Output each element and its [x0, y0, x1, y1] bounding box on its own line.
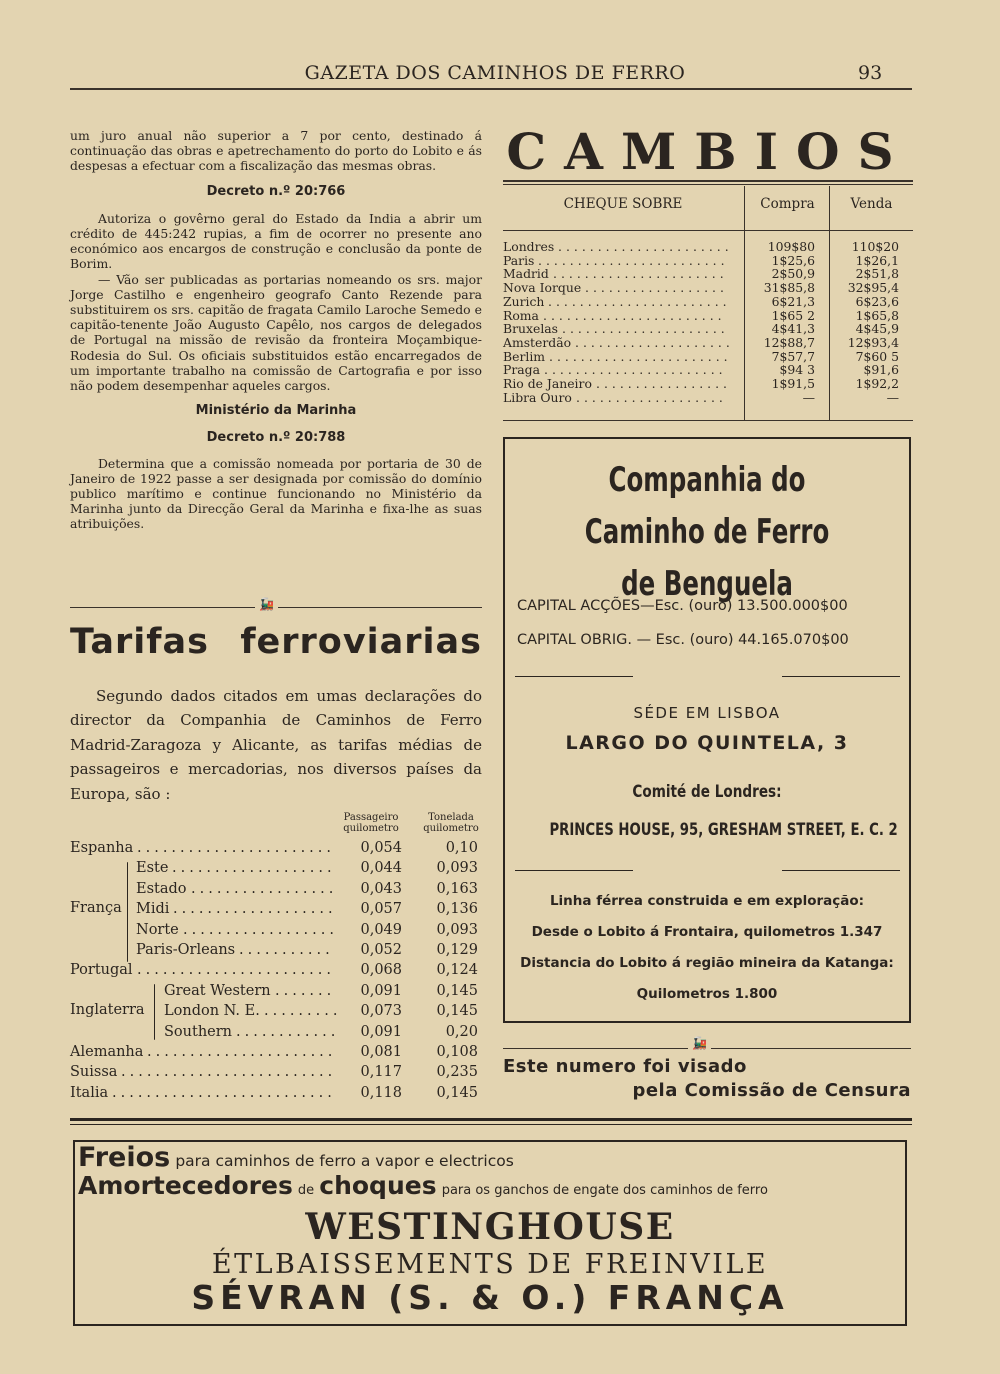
tarifas-intro — [70, 684, 482, 806]
decreto-20788-heading: Decreto n.º 20:788 — [206, 430, 346, 446]
tarifa-tonelada-value: 0,129 — [436, 942, 478, 958]
cambio-compra-value: 1$65 2 — [771, 307, 815, 323]
leader-dots: ......................... — [121, 1064, 337, 1081]
tarifa-row — [70, 1064, 490, 1084]
comite-address: PRINCES HOUSE, 95, GRESHAM STREET, E. C. 2 — [549, 820, 898, 840]
tarifa-passageiro-value: 0,118 — [360, 1084, 402, 1101]
censura-line1: Este numero foi visado — [503, 1056, 747, 1077]
cambio-row — [503, 322, 913, 336]
cambio-row — [503, 281, 913, 295]
tarifa-tonelada-value: 0,145 — [436, 1084, 478, 1101]
tarifas-title: Tarifas ferroviarias — [70, 622, 482, 662]
linha-distancia-2: Distancia do Lobito á região mineira da Katanga: — [520, 955, 894, 971]
tarifa-country: Este — [136, 860, 169, 877]
tarifa-tonelada-value: 0,163 — [436, 880, 478, 897]
leader-dots: ...................... — [147, 1044, 337, 1060]
cambio-venda-value: — — [886, 389, 899, 405]
tarifa-passageiro-value: 0,044 — [360, 860, 402, 877]
choques-word: choques — [319, 1171, 437, 1200]
leader-dots: ............ — [236, 1023, 340, 1040]
benguela-title-line2: de Benguela — [621, 564, 793, 604]
tarifa-passageiro-value: 0,057 — [360, 901, 402, 918]
tarifa-passageiro-value: 0,073 — [360, 1003, 402, 1020]
freios-rest: para caminhos de ferro a vapor e electricos — [175, 1152, 514, 1170]
cambio-venda-value: 1$65,8 — [855, 307, 899, 323]
tarifa-tonelada-value: 0,093 — [436, 921, 478, 938]
tarifa-tonelada-value: 0,136 — [436, 901, 478, 918]
tarifa-country: Estado — [136, 880, 187, 897]
header-compra: Compra — [760, 196, 815, 212]
tarifa-passageiro-value: 0,068 — [360, 962, 402, 979]
tarifa-country: London N. E. — [164, 1003, 260, 1020]
leader-dots: ...................... — [558, 239, 733, 254]
cambio-row — [503, 295, 913, 309]
leader-dots: ...................... — [553, 266, 728, 282]
freios-word: Freios — [78, 1142, 171, 1173]
amortecedores-line — [78, 1171, 768, 1200]
franca-brace — [127, 862, 128, 962]
cambio-venda-value: 6$23,6 — [855, 293, 899, 309]
leader-dots: ....................... — [137, 840, 336, 856]
cambios-rule-bottom — [503, 420, 913, 421]
cambio-city: Amsterdão — [503, 334, 572, 350]
tarifa-tonelada-value: 0,093 — [436, 860, 478, 877]
cambio-compra-value: 2$50,9 — [771, 266, 815, 282]
cambio-row — [503, 309, 913, 323]
benguela-company-title — [562, 454, 853, 610]
leader-dots: ........................ — [538, 252, 729, 268]
tarifa-country: Portugal — [70, 962, 133, 979]
page-header-title: GAZETA DOS CAMINHOS DE FERRO — [304, 62, 686, 84]
tarifa-tonelada-value: 0,235 — [436, 1064, 478, 1081]
amortecedores-rest: para os ganchos de engate dos caminhos de ferro — [441, 1183, 768, 1198]
cambio-compra-value: 109$80 — [767, 239, 815, 254]
tarifa-country: Paris-Orleans — [136, 942, 236, 958]
paragraph-continued: um juro anual não superior a 7 por cento, destinado á continuação das obras e apetrechamento do porto do Lobito e ás despesas a efectuar com a fiscalização das mesmas obras. — [70, 128, 482, 174]
cambio-row — [503, 350, 913, 364]
tarifa-tonelada-value: 0,124 — [436, 962, 478, 979]
tarifa-country: Italia — [70, 1084, 109, 1101]
decreto-20766-text: Autoriza o govêrno geral do Estado da India a abrir um crédito de 445:242 rupias, a fim de ocorrer no presente ano económico aos encargos de construção e conclusão da ponte de Borim. — [70, 210, 482, 272]
tarifa-row — [70, 922, 490, 942]
decreto-20788-text: Determina que a comissão nomeada por portaria de 30 de Janeiro de 1922 passe a ser designada por comissão do domínio publico marítimo e continue funcionando no Ministério da Marinha junto da Direcção Geral da Marinha e fixa-lhe as suas atribuições. — [70, 455, 482, 532]
tarifa-row — [70, 1024, 490, 1044]
col-tonelada-header — [418, 812, 484, 834]
tarifa-country: Alemanha — [70, 1044, 144, 1060]
cambio-city: Nova Iorque — [503, 280, 582, 296]
ministerio-heading: Ministério da Marinha — [195, 403, 357, 419]
tarifa-passageiro-value: 0,091 — [360, 982, 402, 999]
decreto-20766-heading: Decreto n.º 20:766 — [206, 183, 346, 199]
ad-rule-top-2 — [70, 1124, 912, 1125]
col-tonelada-line1: Tonelada — [428, 812, 474, 823]
cambio-city: Roma — [503, 307, 539, 323]
censura-line2: pela Comissão de Censura — [632, 1080, 911, 1101]
leader-dots: ................. — [191, 880, 338, 897]
benguela-divider-right-2 — [782, 870, 900, 871]
leader-dots: ......... — [264, 1003, 342, 1020]
cambio-city: Bruxelas — [503, 321, 559, 337]
cambio-row — [503, 336, 913, 350]
cambio-venda-value: 32$95,4 — [847, 280, 899, 296]
leader-dots: ..................... — [562, 321, 729, 337]
leader-dots: ....................... — [549, 348, 732, 364]
tarifa-tonelada-value: 0,20 — [445, 1023, 478, 1040]
tarifa-country: Midi — [136, 901, 170, 918]
capital-accoes: CAPITAL ACÇÕES—Esc. (ouro) 13.500.000$00 — [517, 598, 848, 614]
cambio-venda-value: $91,6 — [863, 362, 899, 378]
cambio-city: Madrid — [503, 266, 549, 282]
leader-dots: .......................... — [112, 1084, 336, 1101]
tarifa-passageiro-value: 0,117 — [360, 1064, 402, 1081]
cambio-city: Berlim — [503, 348, 546, 364]
leader-dots: ................... — [173, 901, 337, 918]
cambio-city: Rio de Janeiro — [503, 376, 592, 391]
header-venda: Venda — [850, 196, 893, 212]
portarias-paragraph: — Vão ser publicadas as portarias nomeando os srs. major Jorge Castilho e engenheiro geografo Canto Rezende para substituirem os srs. capitão de fragata Camilo Laroche Semedo e capitão-tenente João Augusto Capêlo, nos cargos de delegados de Portugal na missão de revisão da fronteira Moçambique-Rodesia do Sul. Os oficiais substituidos estão encarregados de um importante trabalho na comissão de Cartografia e por isso não podem desempenhar aqueles cargos. — [70, 271, 482, 394]
cambio-venda-value: 7$60 5 — [855, 348, 899, 364]
tarifa-passageiro-value: 0,054 — [360, 840, 402, 856]
leader-dots: .................. — [183, 921, 338, 938]
tarifa-row — [70, 840, 490, 860]
tarifa-row — [70, 881, 490, 901]
cambio-city: Zurich — [503, 293, 545, 309]
tarifa-passageiro-value: 0,081 — [360, 1044, 402, 1060]
cambio-compra-value: 31$85,8 — [763, 280, 815, 296]
leader-dots: ....................... — [544, 362, 727, 378]
amortecedores-word: Amortecedores — [78, 1171, 293, 1200]
cambio-venda-value: 2$51,8 — [855, 266, 899, 282]
cambios-header-rule — [503, 230, 913, 231]
leader-dots: ................... — [172, 860, 336, 877]
company-location: SÉVRAN (S. & O.) FRANÇA — [191, 1278, 789, 1317]
cambio-venda-value: 12$93,4 — [847, 334, 899, 350]
linha-label: Linha férrea construida e em exploração: — [549, 893, 865, 909]
cambio-row — [503, 363, 913, 377]
cambios-rule-top-2 — [503, 184, 913, 185]
company-name: ÉTLBAISSEMENTS DE FREINVILE — [211, 1249, 769, 1280]
leader-dots: ....................... — [543, 307, 726, 323]
cambio-venda-value: 110$20 — [851, 239, 899, 254]
cambio-compra-value: 7$57,7 — [771, 348, 815, 364]
tarifa-country: Great Western — [164, 982, 271, 999]
cambio-city: Libra Ouro — [503, 389, 572, 405]
ad-rule-top — [70, 1118, 912, 1121]
cambio-compra-value: 6$21,3 — [771, 293, 815, 309]
tarifa-row — [70, 983, 490, 1003]
cambio-city: Praga — [503, 362, 540, 378]
cambio-city: Londres — [503, 239, 555, 254]
leader-dots: ................. — [596, 376, 731, 391]
cambios-title: CAMBIOS — [506, 122, 912, 181]
tarifa-passageiro-value: 0,052 — [360, 942, 402, 958]
header-rule — [70, 88, 912, 90]
locomotive-icon-2: 🚂 — [688, 1036, 711, 1050]
locomotive-icon: 🚂 — [255, 597, 278, 611]
linha-quilometros: Quilometros 1.800 — [636, 986, 778, 1002]
cambio-compra-value: $94 3 — [779, 362, 815, 378]
tarifa-country: Southern — [164, 1023, 233, 1040]
header-cheque-sobre: CHEQUE SOBRE — [563, 196, 683, 212]
sede-label: SÉDE EM LISBOA — [633, 704, 781, 722]
col-passageiro-line2: quilometro — [343, 823, 399, 834]
cambio-row — [503, 254, 913, 268]
cambio-compra-value: 1$25,6 — [771, 252, 815, 268]
cambio-compra-value: 1$91,5 — [771, 376, 815, 391]
cambio-venda-value: 4$45,9 — [855, 321, 899, 337]
tarifa-row — [70, 1044, 490, 1064]
tarifa-passageiro-value: 0,043 — [360, 880, 402, 897]
cambio-row — [503, 267, 913, 281]
cambio-row — [503, 377, 913, 391]
leader-dots: .................. — [585, 280, 728, 296]
benguela-divider-right-1 — [782, 676, 900, 677]
leader-dots: ....................... — [137, 962, 336, 979]
benguela-divider-left-2 — [515, 870, 633, 871]
tarifa-country: Espanha — [70, 840, 134, 856]
group-franca: França — [70, 900, 122, 916]
cambio-compra-value: — — [802, 389, 815, 405]
cambio-venda-value: 1$26,1 — [855, 252, 899, 268]
leader-dots: ....................... — [548, 293, 731, 309]
cambio-venda-value: 1$92,2 — [855, 376, 899, 391]
capital-obrig: CAPITAL OBRIG. — Esc. (ouro) 44.165.070$00 — [517, 632, 849, 648]
leader-dots: .................... — [575, 334, 734, 350]
cambio-row — [503, 391, 913, 405]
tarifas-intro-text: Segundo dados citados em umas declarações do director da Companhia de Caminhos de Ferro Madrid-Zaragoza y Alicante, as tarifas médias de passageiros e mercadorias, nos diversos países da Europa, são : — [70, 687, 482, 803]
cambio-row — [503, 240, 913, 254]
tarifa-row — [70, 860, 490, 880]
tarifa-passageiro-value: 0,091 — [360, 1023, 402, 1040]
col-passageiro-header — [335, 812, 407, 834]
col-tonelada-line2: quilometro — [423, 823, 479, 834]
comite-label: Comité de Londres: — [632, 782, 782, 802]
cambios-rule-top — [503, 180, 913, 182]
leader-dots: ....... — [275, 982, 336, 999]
page-number: 93 — [858, 62, 883, 84]
westinghouse-brand: WESTINGHOUSE — [305, 1206, 675, 1248]
sede-address: LARGO DO QUINTELA, 3 — [565, 732, 849, 754]
tarifa-tonelada-value: 0,145 — [436, 1003, 478, 1020]
tarifa-passageiro-value: 0,049 — [360, 921, 402, 938]
tarifa-tonelada-value: 0,145 — [436, 982, 478, 999]
freios-line — [78, 1142, 514, 1173]
tarifa-tonelada-value: 0,108 — [436, 1044, 478, 1060]
cambio-city: Paris — [503, 252, 535, 268]
inglaterra-brace — [154, 984, 155, 1040]
col-passageiro-line1: Passageiro — [343, 812, 399, 823]
leader-dots: ........... — [239, 942, 334, 958]
tarifa-row — [70, 962, 490, 982]
tarifa-row — [70, 942, 490, 962]
tarifa-row — [70, 1085, 490, 1105]
cambio-compra-value: 12$88,7 — [763, 334, 815, 350]
leader-dots: ................... — [576, 389, 727, 405]
amortecedores-de: de — [297, 1183, 315, 1198]
benguela-title-line1: Companhia do Caminho de Ferro — [584, 460, 830, 552]
tarifa-tonelada-value: 0,10 — [445, 840, 478, 856]
linha-distancia-1: Desde o Lobito á Frontaira, quilometros 1.347 — [531, 924, 883, 940]
benguela-divider-left-1 — [515, 676, 633, 677]
tarifa-country: Suissa — [70, 1064, 118, 1081]
tarifa-country: Norte — [136, 921, 179, 938]
left-column — [70, 128, 482, 532]
group-inglaterra: Inglaterra — [70, 1002, 145, 1018]
tarifa-row — [70, 901, 490, 921]
cambio-compra-value: 4$41,3 — [771, 321, 815, 337]
